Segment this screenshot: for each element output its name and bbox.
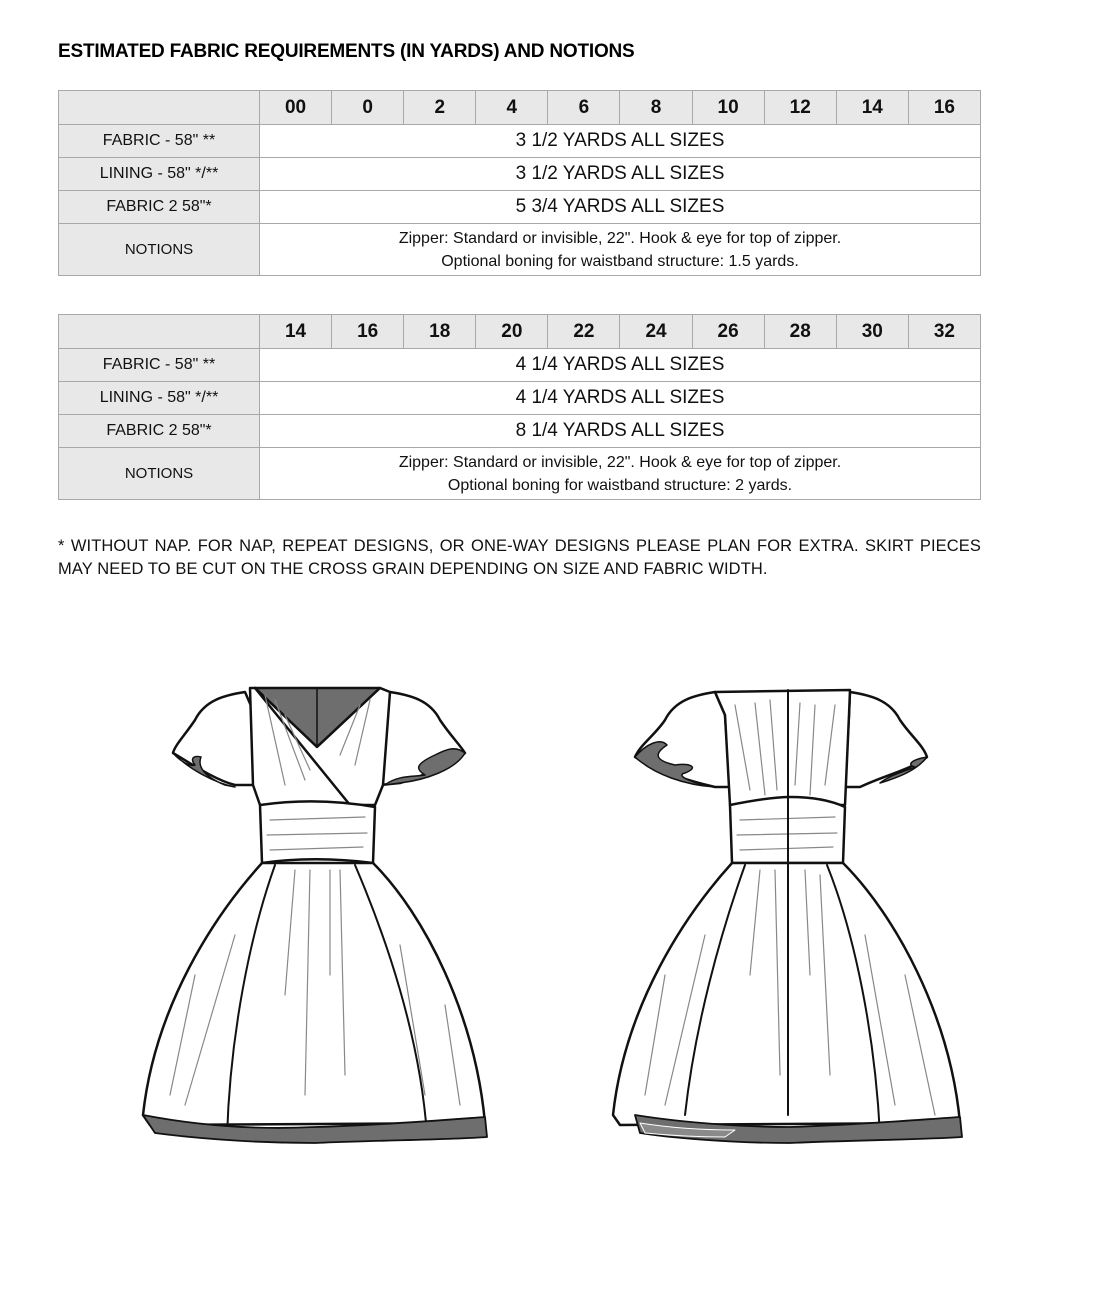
size-header: 10	[692, 91, 764, 125]
size-header: 30	[836, 315, 908, 349]
skirt	[613, 863, 960, 1125]
notions-line-boning: Optional boning for waistband structure: 1.5 yards.	[441, 252, 799, 270]
table-row	[59, 349, 981, 382]
size-header: 0	[332, 91, 404, 125]
skirt	[143, 863, 485, 1125]
notions-value	[260, 448, 981, 500]
fabric-table-large-sizes	[58, 314, 981, 500]
size-header: 8	[620, 91, 692, 125]
size-header-row	[59, 91, 981, 125]
size-header: 6	[548, 91, 620, 125]
size-header: 20	[476, 315, 548, 349]
size-header: 26	[692, 315, 764, 349]
table-row	[59, 158, 981, 191]
size-header: 16	[332, 315, 404, 349]
left-sleeve	[173, 692, 260, 785]
row-label-fabric-2: FABRIC 2 58"*	[59, 191, 260, 224]
size-header: 28	[764, 315, 836, 349]
waistband	[260, 801, 375, 863]
row-label-fabric: FABRIC - 58" **	[59, 349, 260, 382]
dress-back-illustration	[605, 675, 970, 1150]
right-sleeve	[845, 692, 927, 787]
row-label-lining: LINING - 58" */**	[59, 382, 260, 415]
size-header: 16	[908, 91, 980, 125]
size-header: 14	[260, 315, 332, 349]
table-row	[59, 448, 981, 500]
dress-front-illustration	[135, 675, 500, 1150]
size-header: 24	[620, 315, 692, 349]
size-header: 4	[476, 91, 548, 125]
yardage-value: 3 1/2 YARDS ALL SIZES	[260, 125, 981, 158]
row-label-fabric: FABRIC - 58" **	[59, 125, 260, 158]
corner-cell	[59, 315, 260, 349]
notions-line-boning: Optional boning for waistband structure: 2 yards.	[447, 476, 793, 494]
size-header-row	[59, 315, 981, 349]
footnote: * WITHOUT NAP. FOR NAP, REPEAT DESIGNS, OR ONE-WAY DESIGNS PLEASE PLAN FOR EXTRA. SKIRT PIECES MAY NEED TO BE CUT ON THE CROSS GRAIN DEPENDING ON SIZE AND FABRIC WIDTH.	[58, 537, 981, 578]
yardage-value: 4 1/4 YARDS ALL SIZES	[260, 349, 981, 382]
table-row	[59, 224, 981, 276]
row-label-lining: LINING - 58" */**	[59, 158, 260, 191]
yardage-value: 3 1/2 YARDS ALL SIZES	[260, 158, 981, 191]
size-header: 14	[836, 91, 908, 125]
row-label-notions: NOTIONS	[59, 224, 260, 276]
table-row	[59, 415, 981, 448]
size-header: 32	[908, 315, 980, 349]
size-header: 12	[764, 91, 836, 125]
yardage-value: 5 3/4 YARDS ALL SIZES	[260, 191, 981, 224]
corner-cell	[59, 91, 260, 125]
notions-line-zipper: Zipper: Standard or invisible, 22". Hook & eye for top of zipper.	[398, 229, 842, 247]
size-header: 00	[260, 91, 332, 125]
fabric-table-small-sizes	[58, 90, 981, 276]
row-label-notions: NOTIONS	[59, 448, 260, 500]
row-label-fabric-2: FABRIC 2 58"*	[59, 415, 260, 448]
table-row	[59, 125, 981, 158]
yardage-value: 8 1/4 YARDS ALL SIZES	[260, 415, 981, 448]
size-header: 18	[404, 315, 476, 349]
table-row	[59, 382, 981, 415]
size-header: 22	[548, 315, 620, 349]
yardage-value: 4 1/4 YARDS ALL SIZES	[260, 382, 981, 415]
notions-line-zipper: Zipper: Standard or invisible, 22". Hook & eye for top of zipper.	[398, 453, 842, 471]
page-title: ESTIMATED FABRIC REQUIREMENTS (IN YARDS) AND NOTIONS	[58, 41, 635, 62]
size-header: 2	[404, 91, 476, 125]
table-row	[59, 191, 981, 224]
notions-value	[260, 224, 981, 276]
